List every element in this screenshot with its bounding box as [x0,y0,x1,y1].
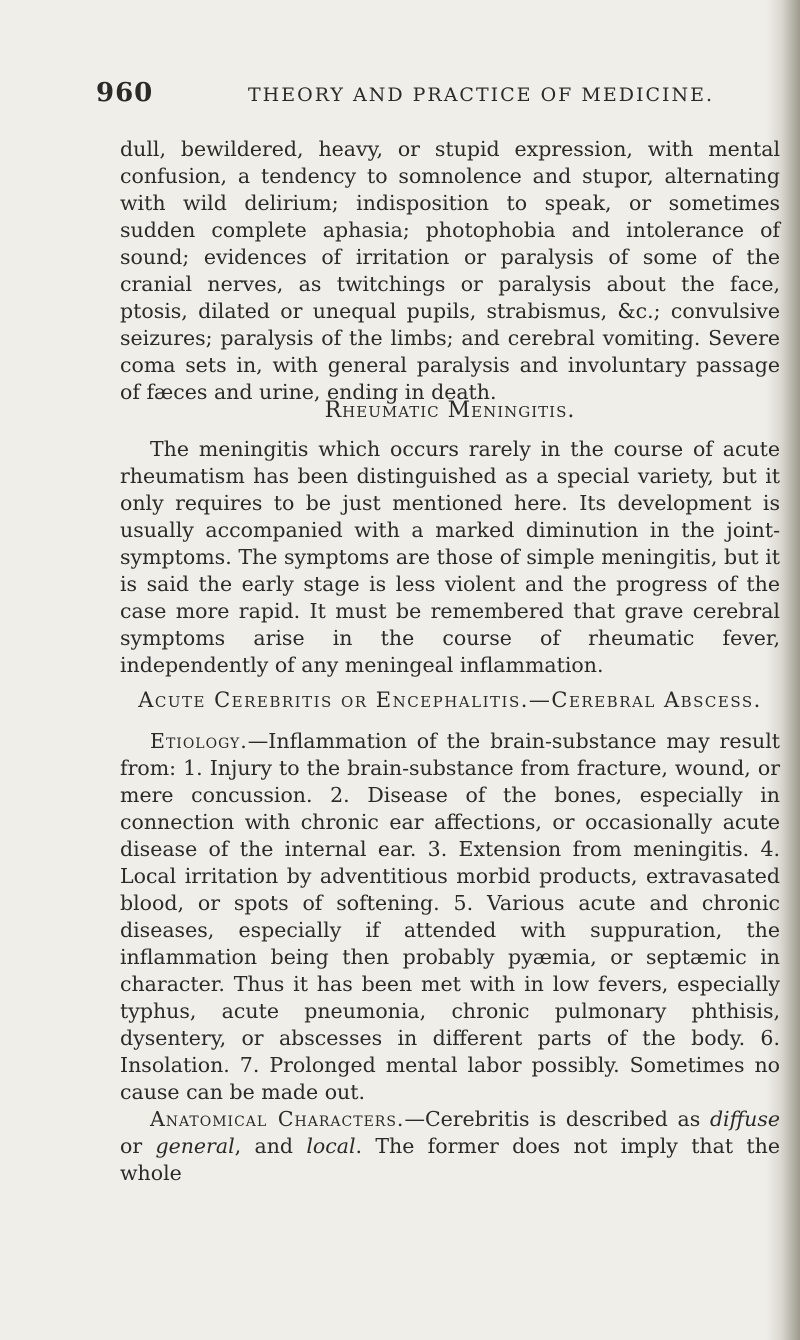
running-title: THEORY AND PRACTICE OF MEDICINE. [248,84,715,106]
anatomical-text-start: —Cerebritis is described as [404,1107,710,1131]
anatomical-label: Anatomical Characters. [150,1107,405,1131]
running-head [96,78,780,118]
anatomical-text-or: or [120,1134,156,1158]
term-diffuse: diffuse [709,1107,780,1131]
rheumatic-meningitis-block [120,436,780,679]
term-local: local [306,1134,356,1158]
paragraph-anatomical-characters [120,1106,780,1187]
opening-paragraph-block [120,136,780,406]
anatomical-text-end: . The former does not imply that the whole [120,1134,780,1185]
paragraph-rheumatic-meningitis: The meningitis which occurs rarely in the course of acute rheumatism has been distinguished as a special variety, but it only requires to be just mentioned here. Its development is usually accompanied with a marked diminution in the joint-symptoms. The symptoms are those of simple meningitis, but it is said the early stage is less violent and the progress of the case more rapid. It must be remembered that grave cerebral symptoms arise in the course of rheumatic fever, independently of any meningeal inflammation. [120,437,780,677]
etiology-text: —Inflammation of the brain-substance may result from: 1. Injury to the brain-substance from fracture, wound, or mere concussion. 2. Disease of the bones, especially in connection with chronic ear affections, or occasionally acute disease of the internal ear. 3. Extension from meningitis. 4. Local irritation by adventitious morbid products, extravasated blood, or spots of softening. 5. Various acute and chronic diseases, especially if attended with suppuration, the inflammation being then probably pyæmia, or septæmic in character. Thus it has been met with in low fevers, especially typhus, acute pneumonia, chronic pulmonary phthisis, dysentery, or abscesses in different parts of the body. 6. Insolation. 7. Prolonged mental labor possibly. Sometimes no cause can be made out. [120,729,780,1104]
cerebritis-block [120,728,780,1187]
etiology-label: Etiology. [150,729,248,753]
section-heading-cerebritis: Acute Cerebritis or Encephalitis.—Cerebral Abscess. [138,688,762,712]
section-heading-rheumatic-meningitis: Rheumatic Meningitis. [324,398,576,423]
paragraph-symptoms-continued: dull, bewildered, heavy, or stupid expression, with mental confusion, a tendency to somnolence and stupor, alternating with wild delirium; indisposition to speak, or sometimes sudden complete aphasia; photophobia and intolerance of sound; evidences of irritation or paralysis of some of the cranial nerves, as twitchings or paralysis about the face, ptosis, dilated or unequal pupils, strabismus, &c.; convulsive seizures; paralysis of the limbs; and cerebral vomiting. Severe coma sets in, with general paralysis and involuntary passage of fæces and urine, ending in death. [120,137,780,404]
paragraph-etiology [120,728,780,1106]
anatomical-text-and: , and [234,1134,307,1158]
term-general: general [155,1134,235,1158]
page-number: 960 [96,78,154,108]
